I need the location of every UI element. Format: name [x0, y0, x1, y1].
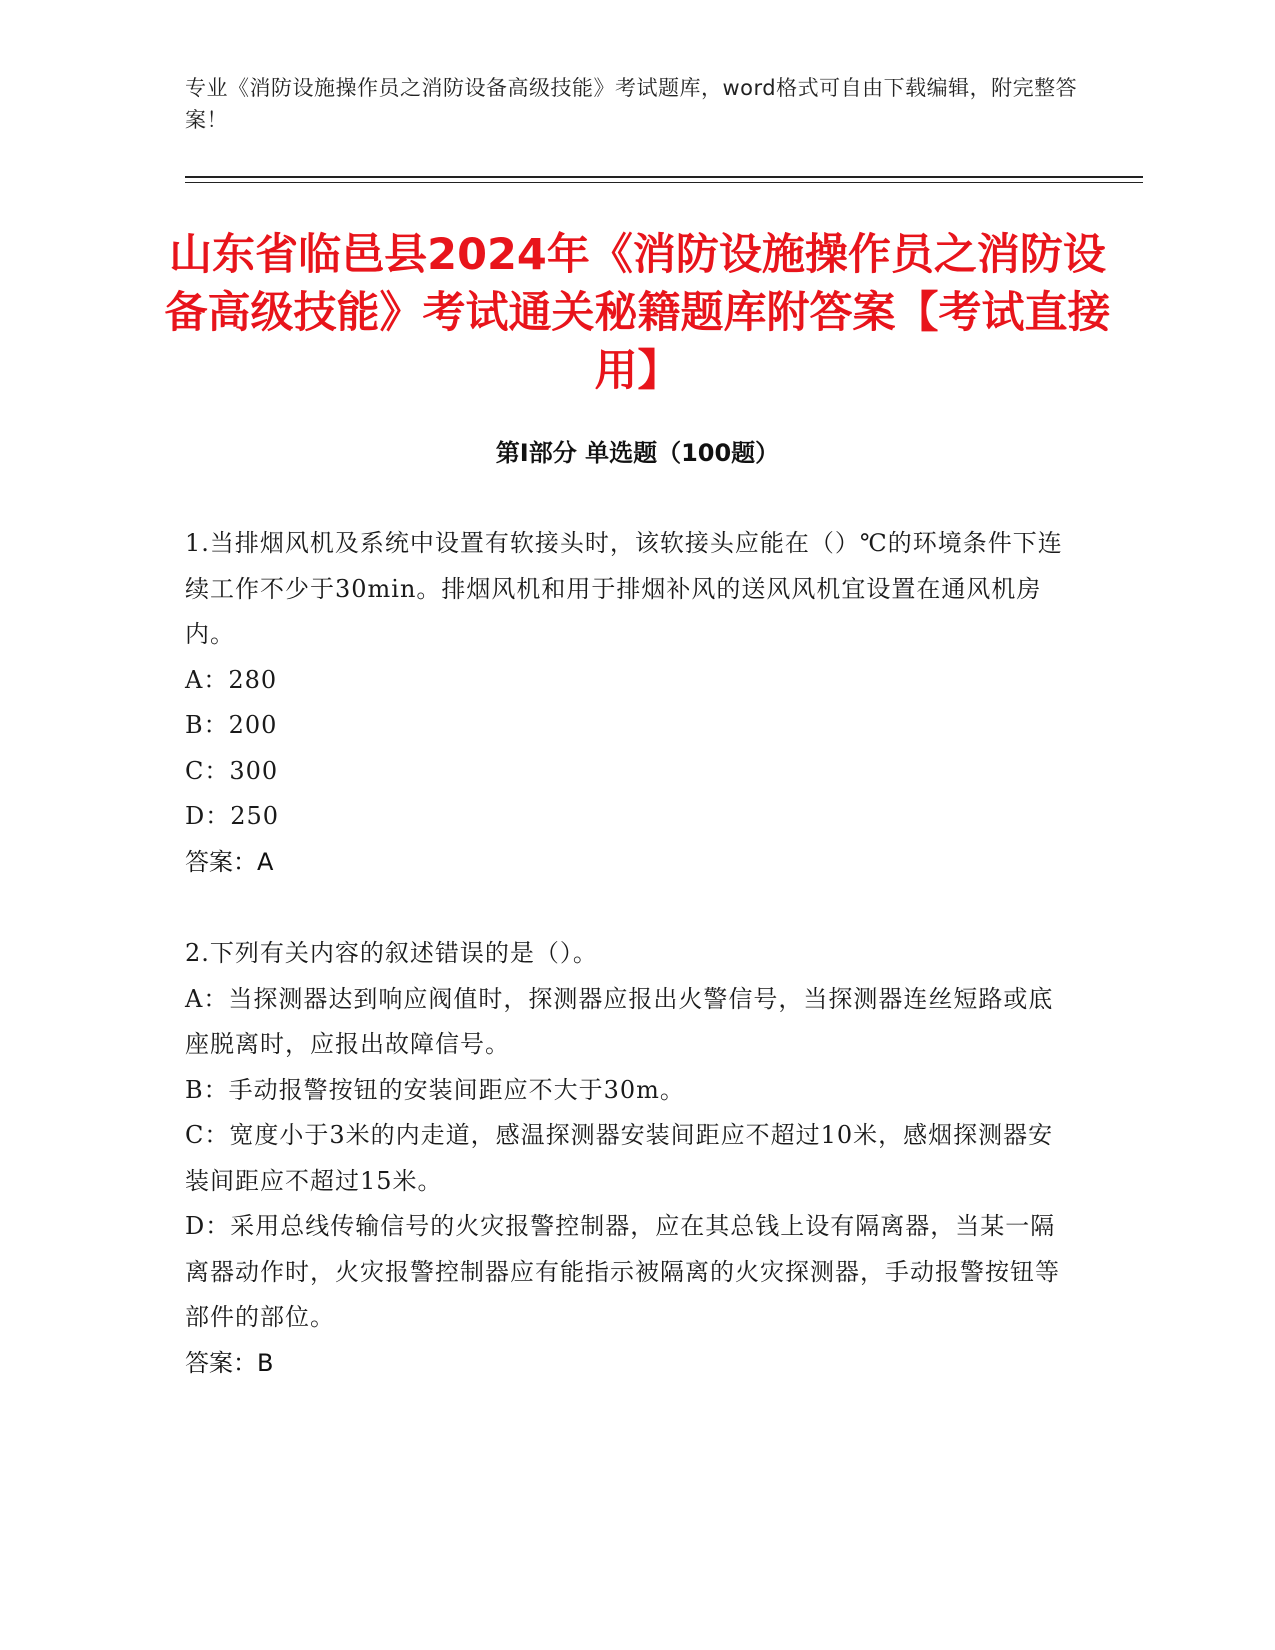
option-c: C：300 [185, 756, 279, 785]
answer: 答案：B [185, 1348, 274, 1377]
option-a: A：当探测器达到响应阀值时，探测器应报出火警信号，当探测器连丝短路或底座脱离时，应报出故障信号。 [185, 984, 1054, 1058]
answer: 答案：A [185, 847, 274, 876]
header-divider-thick [185, 176, 1143, 178]
question-1 [185, 521, 1065, 885]
header-divider-thin [185, 182, 1143, 183]
question-2 [185, 931, 1065, 1386]
header-note: 专业《消防设施操作员之消防设备高级技能》考试题库，word格式可自由下载编辑，附完整答案！ [185, 76, 1078, 132]
document-title: 山东省临邑县2024年《消防设施操作员之消防设备高级技能》考试通关秘籍题库附答案【考试直接用】 [164, 230, 1111, 396]
question-stem: 1.当排烟风机及系统中设置有软接头时，该软接头应能在（）℃的环境条件下连续工作不少于30min。排烟风机和用于排烟补风的送风风机宜设置在通风机房内。 [185, 529, 1063, 648]
option-b: B：手动报警按钮的安装间距应不大于30m。 [185, 1075, 685, 1104]
section-heading: 第I部分 单选题（100题） [495, 439, 780, 467]
option-a: A：280 [185, 665, 278, 694]
option-b: B：200 [185, 711, 278, 739]
question-stem: 2.下列有关内容的叙述错误的是（）。 [185, 939, 598, 967]
option-c: C：宽度小于3米的内走道，感温探测器安装间距应不超过10米，感烟探测器安装间距应不超过15米。 [185, 1121, 1054, 1195]
option-d: D：250 [185, 802, 280, 830]
option-d: D：采用总线传输信号的火灾报警控制器，应在其总钱上设有隔离器，当某一隔离器动作时，火灾报警控制器应有能指示被隔离的火灾探测器，手动报警按钮等部件的部位。 [185, 1212, 1060, 1331]
